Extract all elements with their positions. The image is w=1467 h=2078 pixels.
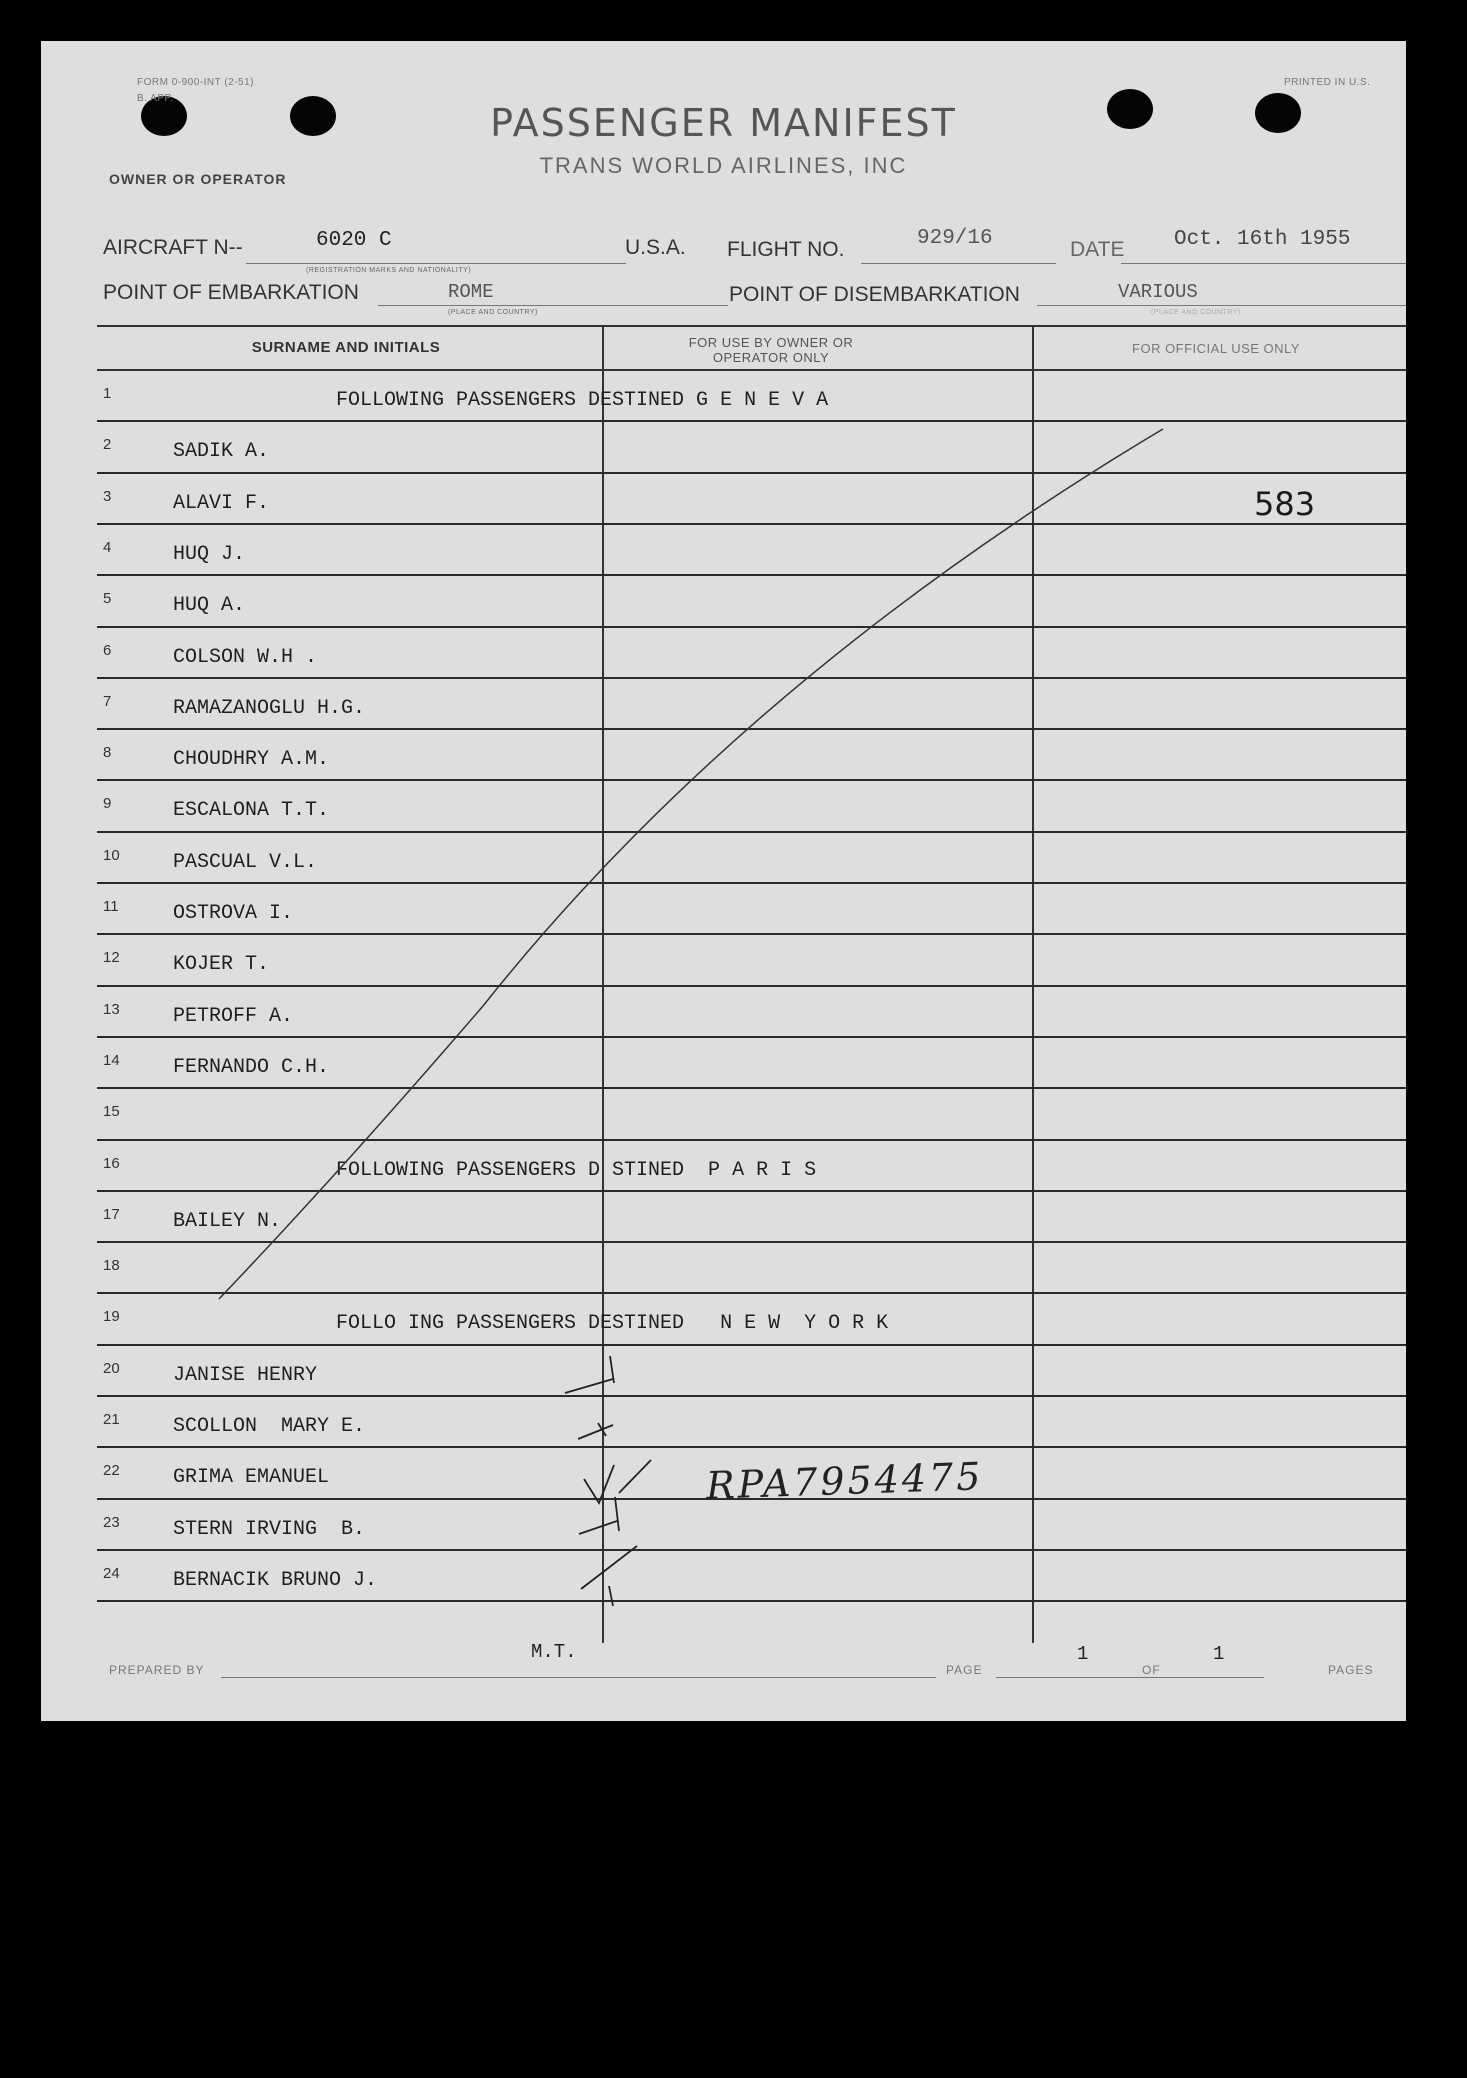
passenger-name: COLSON W.H . bbox=[173, 645, 318, 669]
manifest-page bbox=[41, 41, 1406, 1721]
row-number: 8 bbox=[103, 744, 112, 762]
pages-label: PAGES bbox=[1328, 1663, 1374, 1677]
passenger-name: JANISE HENRY bbox=[173, 1363, 318, 1387]
row-divider bbox=[97, 1139, 1406, 1141]
flight-label: FLIGHT NO. bbox=[727, 238, 845, 261]
passenger-name: BAILEY N. bbox=[173, 1209, 282, 1233]
row-number: 4 bbox=[103, 538, 112, 556]
row-divider bbox=[97, 626, 1406, 628]
col-header-surname: SURNAME AND INITIALS bbox=[251, 339, 441, 356]
row-number: 10 bbox=[103, 846, 120, 864]
form-approval: B. APP. bbox=[137, 93, 174, 104]
row-number: 3 bbox=[103, 487, 112, 505]
passenger-name: OSTROVA I. bbox=[173, 902, 294, 925]
passenger-name: CHOUDHRY A.M. bbox=[173, 748, 330, 772]
row-divider bbox=[97, 728, 1406, 730]
passenger-name: STERN IRVING B. bbox=[173, 1517, 366, 1541]
passenger-name: HUQ A. bbox=[173, 594, 246, 618]
of-value: 1 bbox=[1213, 1643, 1225, 1665]
row-number: 12 bbox=[103, 949, 120, 967]
row-divider bbox=[97, 933, 1406, 935]
destination-heading: FOLLOWING PASSENGERS DESTINED G E N E V A bbox=[336, 389, 829, 412]
printed-in: PRINTED IN U.S. bbox=[1284, 77, 1371, 88]
date-value: Oct. 16th 1955 bbox=[1174, 228, 1351, 251]
row-divider bbox=[97, 1036, 1406, 1038]
aircraft-label: AIRCRAFT N-- bbox=[103, 236, 243, 259]
page-title: PASSENGER MANIFEST bbox=[490, 101, 957, 145]
row-divider bbox=[97, 1087, 1406, 1089]
check-marks bbox=[565, 1356, 651, 1606]
usa-label: U.S.A. bbox=[625, 236, 686, 259]
row-number: 23 bbox=[103, 1513, 120, 1531]
passenger-name: RAMAZANOGLU H.G. bbox=[173, 696, 366, 720]
passenger-name: PETROFF A. bbox=[173, 1004, 294, 1028]
row-divider bbox=[97, 677, 1406, 679]
airline-name: TRANS WORLD AIRLINES, INC bbox=[539, 153, 908, 178]
prepared-by-value: M.T. bbox=[531, 1641, 577, 1663]
row-divider bbox=[97, 1344, 1406, 1346]
row-number: 5 bbox=[103, 590, 112, 608]
row-number: 22 bbox=[103, 1462, 120, 1480]
embarkation-label: POINT OF EMBARKATION bbox=[103, 281, 359, 304]
row-divider bbox=[97, 831, 1406, 833]
passenger-name: SCOLLON MARY E. bbox=[173, 1415, 366, 1438]
row-number: 17 bbox=[103, 1205, 120, 1223]
row-divider bbox=[97, 472, 1406, 474]
row-divider bbox=[97, 420, 1406, 422]
row-number: 16 bbox=[103, 1154, 120, 1172]
col-header-official: FOR OFFICIAL USE ONLY bbox=[1132, 341, 1300, 356]
prepared-by-label: PREPARED BY bbox=[109, 1663, 205, 1677]
disembarkation-value: VARIOUS bbox=[1118, 281, 1198, 303]
destination-heading: FOLLO ING PASSENGERS DESTINED N E W Y O R K bbox=[336, 1312, 889, 1336]
disembarkation-label: POINT OF DISEMBARKATION bbox=[729, 283, 1020, 306]
row-divider bbox=[97, 523, 1406, 525]
page-label: PAGE bbox=[946, 1663, 983, 1677]
row-number: 13 bbox=[103, 1000, 120, 1018]
row-divider bbox=[97, 985, 1406, 987]
date-label: DATE bbox=[1070, 238, 1125, 261]
passenger-name: FERNANDO C.H. bbox=[173, 1055, 330, 1079]
of-label: OF bbox=[1142, 1663, 1161, 1677]
row-number: 14 bbox=[103, 1051, 120, 1069]
passenger-name: GRIMA EMANUEL bbox=[173, 1466, 330, 1490]
flight-value: 929/16 bbox=[917, 227, 993, 250]
handwritten-note: RPA7954475 bbox=[705, 1454, 985, 1508]
owner-label: OWNER OR OPERATOR bbox=[109, 171, 287, 187]
passenger-name: ESCALONA T.T. bbox=[173, 799, 330, 823]
row-divider bbox=[97, 574, 1406, 576]
row-divider bbox=[97, 1292, 1406, 1294]
row-number: 7 bbox=[103, 692, 112, 710]
row-divider bbox=[97, 1241, 1406, 1243]
row-divider bbox=[97, 1549, 1406, 1551]
row-number: 6 bbox=[103, 641, 112, 659]
row-divider bbox=[97, 1395, 1406, 1397]
aircraft-value: 6020 C bbox=[316, 229, 392, 252]
row-number: 21 bbox=[103, 1411, 120, 1428]
row-number: 18 bbox=[103, 1257, 120, 1275]
row-divider bbox=[97, 1190, 1406, 1192]
passenger-name: PASCUAL V.L. bbox=[173, 850, 318, 874]
row-divider bbox=[97, 1600, 1406, 1602]
row-number: 11 bbox=[103, 898, 119, 915]
passenger-name: HUQ J. bbox=[173, 542, 246, 566]
row-number: 20 bbox=[103, 1359, 120, 1377]
passenger-name: SADIK A. bbox=[173, 440, 270, 464]
aircraft-caption: (REGISTRATION MARKS AND NATIONALITY) bbox=[306, 267, 472, 274]
form-number: FORM 0-900-INT (2-51) bbox=[137, 77, 255, 88]
row-number: 9 bbox=[103, 795, 112, 813]
embarkation-caption: (PLACE AND COUNTRY) bbox=[448, 309, 538, 316]
disembarkation-caption: (PLACE AND COUNTRY) bbox=[1151, 309, 1241, 316]
embarkation-value: ROME bbox=[448, 281, 494, 303]
row-number: 1 bbox=[103, 385, 112, 402]
destination-heading: FOLLOWING PASSENGERS D STINED P A R I S bbox=[336, 1158, 817, 1182]
row-divider bbox=[97, 882, 1406, 884]
row-divider bbox=[97, 779, 1406, 781]
row-number: 19 bbox=[103, 1308, 120, 1326]
passenger-name: BERNACIK BRUNO J. bbox=[173, 1568, 378, 1592]
page-value: 1 bbox=[1077, 1643, 1089, 1665]
row-divider bbox=[97, 1446, 1406, 1448]
row-number: 2 bbox=[103, 436, 112, 454]
row-number: 15 bbox=[103, 1103, 120, 1121]
col-header-owner: FOR USE BY OWNER OR OPERATOR ONLY bbox=[688, 335, 854, 365]
passenger-name: KOJER T. bbox=[173, 953, 270, 977]
passenger-name: ALAVI F. bbox=[173, 491, 270, 515]
official-number: 583 bbox=[1254, 485, 1316, 523]
row-number: 24 bbox=[103, 1564, 120, 1582]
